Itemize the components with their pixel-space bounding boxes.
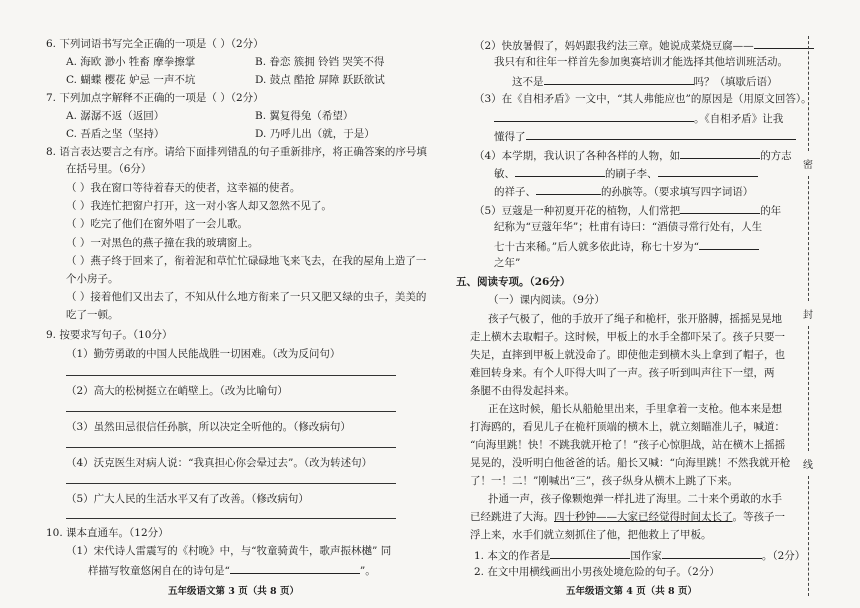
passage-line: 走上横木去取帽子。这时候，甲板上的水手全都吓呆了。孩子只要一	[470, 331, 785, 343]
answer-blank[interactable]	[550, 547, 630, 559]
q10-4-line1: （4）本学期，我认识了各种各样的人物，如 的方志	[474, 147, 792, 163]
q8-item: （ ）接着他们又出去了，不知从什么地方衔来了一只又肥又绿的虫子，美美的	[66, 291, 427, 303]
q10-5-line2: 纪称为“豆蔻年华”；杜甫有诗曰：“酒债寻常行处有，人生	[494, 221, 763, 233]
passage-line: “向海里跳！快！不跳我就开枪了！”孩子心惊胆战，站在横木上摇摇	[470, 439, 786, 451]
q6-option-a: A. 海欧 渺小 牲畜 摩拳擦掌	[66, 56, 196, 68]
section-5-title: 五、阅读专项。（26分）	[456, 276, 571, 288]
answer-blank[interactable]	[536, 183, 601, 195]
q9-stem: 9. 按要求写句子。（10分）	[46, 329, 173, 341]
q9-item-4: （4）沃克医生对病人说：“我真担心你会晕过去”。（改为转述句）	[66, 457, 373, 469]
q6-option-c: C. 蝴蝶 樱花 妒忌 一声不坑	[66, 74, 196, 86]
q10-3-line1: （3）在《自相矛盾》一文中，“其人弗能应也”的原因是（用原文回答）。	[474, 93, 812, 105]
q7-option-d: D. 乃呼儿出（就，于是）	[255, 128, 375, 140]
answer-blank[interactable]	[699, 238, 759, 250]
q10-3-line2: 。《自相矛盾》让我	[494, 110, 783, 126]
underlined-sentence: 四十秒钟——大家已经觉得时间太长了	[554, 511, 733, 523]
q9-item-2: （2）高大的松树挺立在峭壁上。（改为比喻句）	[66, 385, 288, 397]
passage-line: 已经跳进了大海。四十秒钟——大家已经觉得时间太长了。等孩子一	[470, 511, 785, 523]
q9-item-1: （1）勤劳勇敢的中国人民能战胜一切困难。（改为反问句）	[66, 348, 341, 360]
q8-stem: 8. 语言表达要言之有序。请给下面排列错乱的句子重新排序，将正确答案的序号填	[46, 146, 427, 158]
seal-line	[808, 176, 809, 301]
q10-5-line3: 七十古来稀。”后人就多依此诗，称七十岁为“	[494, 238, 759, 254]
passage-line: 晃晃的，没听明白他爸爸的话。船长又喊：“向海里跳！不然我就开枪	[470, 457, 791, 469]
reading-q1: 1. 本文的作者是 国作家 。（2分）	[474, 547, 805, 563]
answer-blank[interactable]	[680, 147, 760, 159]
q10-3-line3: 懂得了	[494, 128, 796, 144]
answer-blank[interactable]	[658, 165, 758, 177]
answer-line[interactable]	[66, 375, 396, 376]
answer-blank[interactable]	[515, 165, 605, 177]
answer-blank[interactable]	[494, 110, 694, 122]
answer-blank[interactable]	[230, 562, 360, 574]
passage-line: 打海鸥的，看见儿子在桅杆顶端的横木上，就立刻瞄准儿子，喊道：	[470, 421, 785, 433]
seal-line	[808, 476, 809, 596]
passage-line: 难回转身来。有个人吓得大叫了一声。孩子听到叫声往下一望，两	[470, 367, 775, 379]
page-footer-left: 五年级语文第 3 页（共 8 页）	[168, 586, 299, 597]
answer-blank[interactable]	[544, 73, 694, 85]
q8-item: （ ）我在窗口等待着春天的使者，这幸福的使者。	[66, 182, 301, 194]
answer-line[interactable]	[66, 447, 396, 448]
page-footer-right: 五年级语文第 4 页（共 8 页）	[566, 586, 697, 597]
seal-line	[808, 36, 809, 151]
q10-1-line2: 样描写牧童悠闲自在的诗句是“ ”。	[88, 562, 376, 578]
q7-option-c: C. 吾盾之坚（坚持）	[66, 128, 165, 140]
seal-char-feng: 封	[803, 310, 813, 321]
passage-line: 正在这时候，船长从船舱里出来，手里拿着一支枪。他本来是想	[488, 403, 782, 415]
q6-option-d: D. 鼓点 酷抢 屏障 跃跃欲试	[255, 74, 385, 86]
q10-2-line3: 这不是 吗？（填歇后语）	[512, 73, 778, 89]
q6-stem: 6. 下列词语书写完全正确的一项是（ ）（2分）	[46, 38, 264, 50]
q9-item-5: （5）广大人民的生活水平又有了改善。（修改病句）	[66, 493, 309, 505]
binding-margin	[800, 36, 860, 596]
q10-stem: 10. 课本直通车。（12分）	[46, 527, 169, 539]
answer-line[interactable]	[66, 483, 396, 484]
answer-blank[interactable]	[662, 547, 762, 559]
q8-item-cont: 个小房子。	[66, 273, 119, 285]
q10-2-line2: 我只有和往年一样首先参加奥赛培训才能选择其他培训班活动。	[494, 56, 788, 68]
reading-q2: 2. 在文中用横线画出小男孩处境危险的句子。（2分）	[474, 566, 720, 578]
seal-char-mi: 密	[803, 160, 813, 171]
q9-item-3: （3）虽然田忌很信任孙膑，所以决定全听他的。（修改病句）	[66, 421, 351, 433]
passage-line: 浮上来，水手们就立刻抓住了他，把他救上了甲板。	[470, 529, 712, 541]
answer-blank[interactable]	[680, 202, 760, 214]
passage-line: 条腿不由得发起抖来。	[470, 385, 575, 397]
q8-stem-2: 在括号里。（6分）	[66, 163, 152, 175]
seal-line	[808, 326, 809, 451]
section-5-subtitle: （一）课内阅读。（9分）	[488, 294, 605, 306]
q6-option-b: B. 眷恋 簇拥 铃铛 哭笑不得	[255, 56, 385, 68]
passage-line: 失足，直摔到甲板上就没命了。即使他走到横木头上拿到了帽子，也	[470, 349, 785, 361]
q10-2-line1: （2）快放暑假了，妈妈跟我约法三章。她说成菜烧豆腐——	[474, 37, 814, 53]
q8-item: （ ）一对黑色的燕子撞在我的玻璃窗上。	[66, 237, 259, 249]
passage-line: 扑通一声，孩子像颗炮弹一样扎进了海里。二十来个勇敢的水手	[488, 493, 782, 505]
q7-option-b: B. 翼复得兔（希望）	[255, 110, 354, 122]
q7-stem: 7. 下列加点字解释不正确的一项是（ ）（2分）	[46, 92, 264, 104]
q7-option-a: A. 潺潺不返（返回）	[66, 110, 165, 122]
q10-5-line4: 之年”	[494, 257, 521, 269]
q10-1-line1: （1）宋代诗人雷震写的《村晚》中，与“牧童骑黄牛，歌声振林樾” 同	[66, 545, 392, 557]
seal-char-xian: 线	[803, 460, 813, 471]
answer-line[interactable]	[66, 518, 396, 519]
answer-line[interactable]	[66, 411, 396, 412]
q10-4-line2: 敏、 的刷子李、	[494, 165, 758, 181]
q8-item: （ ）吃完了他们在窗外唱了一会儿歌。	[66, 218, 248, 230]
q8-item-cont: 吃了一顿。	[66, 309, 119, 321]
right-page	[448, 0, 860, 608]
q8-item: （ ）我连忙把窗户打开，这一对小客人却又忽然不见了。	[66, 200, 332, 212]
passage-line: 孩子气极了，他的手放开了绳子和桅杆，张开胳膊，摇摇晃晃地	[488, 313, 782, 325]
answer-blank[interactable]	[526, 128, 796, 140]
q8-item: （ ）燕子终于回来了，衔着泥和草忙忙碌碌地飞来飞去，在我的屋角上造了一	[66, 255, 427, 267]
passage-line: 了！一！二！”刚喊出“三”，孩子纵身从横木上跳了下来。	[470, 475, 739, 487]
q10-4-line3: 的祥子、 的孙膑等。（要求填写四字词语）	[494, 183, 753, 199]
q10-5-line1: （5）豆蔻是一种初夏开花的植物，人们常把 的年	[474, 202, 781, 218]
